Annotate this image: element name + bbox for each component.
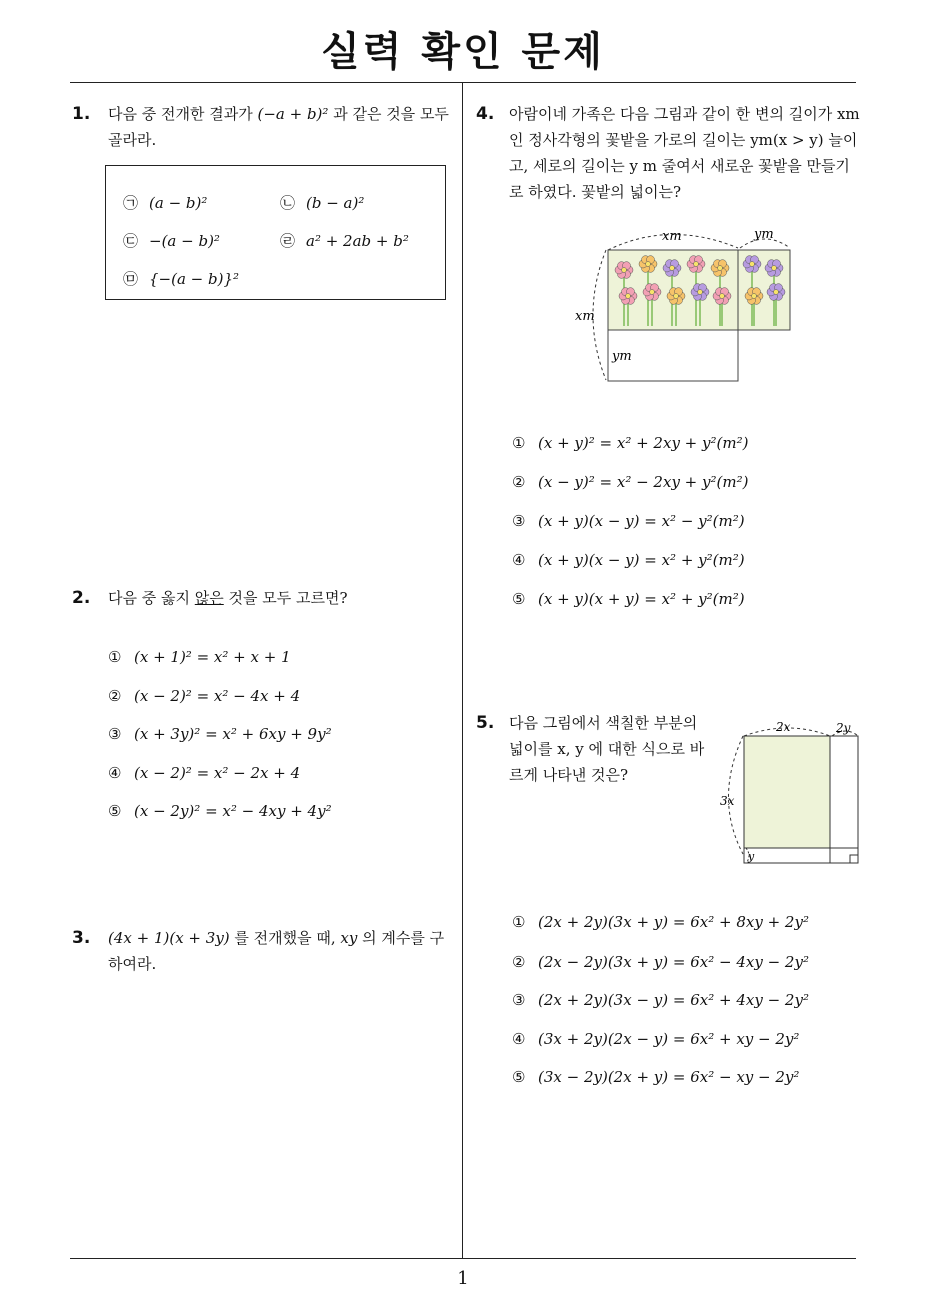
flower-center: [774, 290, 779, 295]
question-text: 아람이네 가족은 다음 그림과 같이 한 변의 길이가 xm인 정사각형의 꽃밭을 가로의 길이는 ym(x > y) 늘이고, 세로의 길이는 y m 줄여서 새로운 꽃밭을 만들기로 하였다. 꽃밭의 넓이는?: [509, 105, 860, 201]
choice-item: ⑤ (3x − 2y)(2x + y) = 6x² − xy − 2y²: [512, 1068, 800, 1086]
choice-item: ① (x + 1)² = x² + x + 1: [108, 648, 291, 666]
flower-center: [674, 294, 679, 299]
question-3: [72, 925, 456, 977]
choice-item: ⑤ (x + y)(x + y) = x² + y²(m²): [512, 590, 745, 608]
question-2: [72, 585, 456, 611]
flower-center: [772, 266, 777, 271]
bottom-rule: [70, 1258, 856, 1259]
question-number: 5.: [476, 713, 495, 733]
choice-item: ㉡ (b − a)²: [280, 194, 365, 212]
page-number: 1: [457, 1268, 469, 1289]
flower-center: [752, 294, 757, 299]
flower-center: [750, 262, 755, 267]
choice-box: [105, 165, 446, 300]
choice-item: ① (2x + 2y)(3x + y) = 6x² + 8xy + 2y²: [512, 913, 809, 931]
label-2x: 2x: [776, 720, 791, 734]
page-title: 실력 확인 문제: [321, 29, 605, 75]
label-inner-y: ym: [612, 349, 632, 364]
question-number: 2.: [72, 588, 91, 608]
flower-garden-figure: [570, 220, 800, 390]
choice-item: ㉢ −(a − b)²: [123, 232, 220, 250]
flower-center: [698, 290, 703, 295]
question-number: 4.: [476, 104, 495, 124]
choice-item: ② (2x − 2y)(3x + y) = 6x² − 4xy − 2y²: [512, 953, 809, 971]
question-text: 다음 그림에서 색칠한 부분의 넓이를 x, y 에 대한 식으로 바르게 나타낸 것은?: [509, 714, 705, 784]
flower-center: [718, 266, 723, 271]
label-2y: 2y: [836, 721, 851, 735]
choice-item: ④ (x + y)(x − y) = x² + y²(m²): [512, 551, 745, 569]
choice-item: ③ (x + 3y)² = x² + 6xy + 9y²: [108, 725, 332, 743]
flower-center: [694, 262, 699, 267]
choice-item: ③ (2x + 2y)(3x − y) = 6x² + 4xy − 2y²: [512, 991, 809, 1009]
question-text: 다음 중 전개한 결과가 (−a + b)² 과 같은 것을 모두 골라라.: [108, 105, 449, 149]
question-1: [72, 101, 456, 153]
flower-center: [622, 268, 627, 273]
question-text: 다음 중 옳지 않은 것을 모두 고르면?: [108, 589, 348, 607]
label-top-y: ym: [754, 227, 774, 242]
shaded-rectangle-figure: [712, 714, 862, 870]
choice-item: ④ (x − 2)² = x² − 2x + 4: [108, 764, 301, 782]
choice-item: ㉠ (a − b)²: [123, 194, 208, 212]
choice-item: ① (x + y)² = x² + 2xy + y²(m²): [512, 434, 749, 452]
choice-item: ② (x − y)² = x² − 2xy + y²(m²): [512, 473, 749, 491]
question-text: (4x + 1)(x + 3y) 를 전개했을 때, xy 의 계수를 구하여라.: [108, 929, 445, 973]
question-number: 1.: [72, 104, 91, 124]
flower-center: [670, 266, 675, 271]
column-divider: [462, 83, 463, 1258]
question-5: [476, 710, 706, 788]
choice-item: ㉤ {−(a − b)}²: [123, 270, 240, 288]
flower-center: [720, 294, 725, 299]
flower-center: [650, 290, 655, 295]
top-rule: [70, 82, 856, 83]
flower-center: [626, 294, 631, 299]
question-number: 3.: [72, 928, 91, 948]
choice-item: ㉣ a² + 2ab + b²: [280, 232, 409, 250]
label-top-x: xm: [662, 229, 682, 244]
choice-item: ④ (3x + 2y)(2x − y) = 6x² + xy − 2y²: [512, 1030, 800, 1048]
choice-item: ⑤ (x − 2y)² = x² − 4xy + 4y²: [108, 802, 332, 820]
flower-center: [646, 262, 651, 267]
label-left-x: xm: [575, 309, 595, 324]
label-3x: 3x: [720, 794, 735, 808]
label-y: y: [748, 850, 755, 863]
choice-item: ② (x − 2)² = x² − 4x + 4: [108, 687, 301, 705]
emphasis-underline: 않은: [194, 589, 224, 607]
choice-item: ③ (x + y)(x − y) = x² − y²(m²): [512, 512, 745, 530]
question-4: [476, 101, 860, 205]
